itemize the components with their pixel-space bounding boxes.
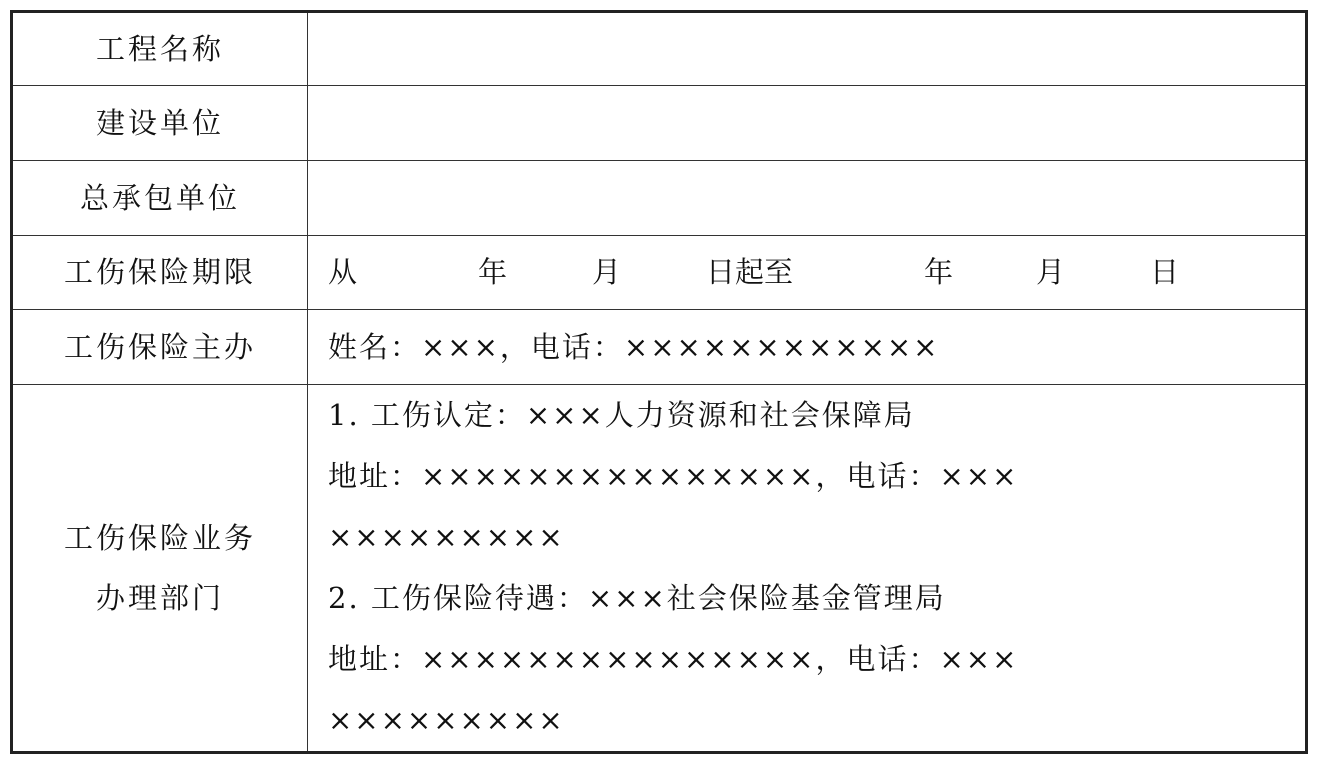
period-year-2: 年 <box>924 254 954 289</box>
insurance-manager-contact: 姓名：×××，电话：×××××××××××× <box>308 310 1307 385</box>
table-row-insurance-manager <box>12 310 1307 385</box>
general-contractor-value <box>308 161 1307 236</box>
departments-label-line-2: 办理部门 <box>95 581 224 615</box>
insurance-info-table <box>10 10 1308 754</box>
departments-line-2: 地址：×××××××××××××××，电话：××× <box>328 459 1019 493</box>
insurance-period-label: 工伤保险期限 <box>12 236 308 310</box>
table-row-insurance-period <box>12 236 1307 310</box>
departments-value <box>308 385 1307 753</box>
departments-line-6: ××××××××× <box>328 703 565 737</box>
insurance-period-line <box>328 255 1305 291</box>
departments-line-5: 地址：×××××××××××××××，电话：××× <box>328 642 1019 676</box>
insurance-manager-label: 工伤保险主办 <box>12 310 308 385</box>
insurance-period-value <box>308 236 1307 310</box>
table-row-project-name <box>12 12 1307 86</box>
project-name-label: 工程名称 <box>12 12 308 86</box>
departments-line-1: 1. 工伤认定：×××人力资源和社会保障局 <box>328 398 915 432</box>
builder-label: 建设单位 <box>12 86 308 161</box>
table-row-builder <box>12 86 1307 161</box>
departments-label-line-1: 工伤保险业务 <box>63 521 256 555</box>
period-year-1: 年 <box>478 254 508 289</box>
builder-value <box>308 86 1307 161</box>
departments-label <box>12 385 308 753</box>
period-month-2: 月 <box>1036 254 1066 289</box>
table-row-general-contractor <box>12 161 1307 236</box>
period-day-start: 日起至 <box>706 254 794 289</box>
period-from: 从 <box>328 254 358 289</box>
departments-line-3: ××××××××× <box>328 520 565 554</box>
period-day-end: 日 <box>1150 254 1180 289</box>
general-contractor-label: 总承包单位 <box>12 161 308 236</box>
period-month-1: 月 <box>592 254 622 289</box>
table-row-departments <box>12 385 1307 753</box>
project-name-value <box>308 12 1307 86</box>
departments-line-4: 2. 工伤保险待遇：×××社会保险基金管理局 <box>328 581 946 615</box>
